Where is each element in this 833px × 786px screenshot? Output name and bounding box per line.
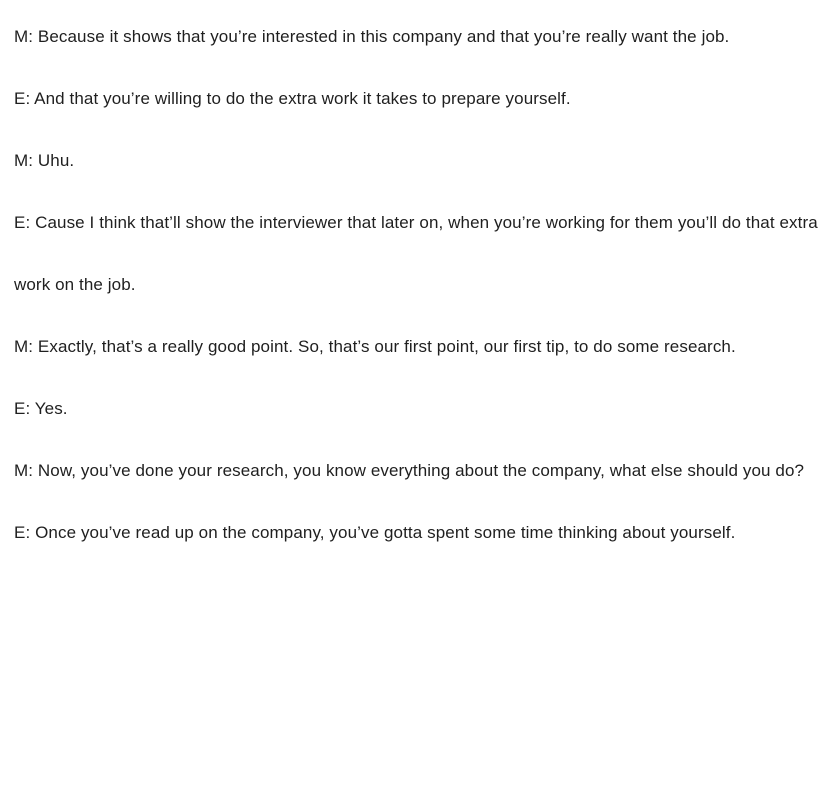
transcript-line: E: Once you’ve read up on the company, you’ve gotta spent some time thinking about yourself. bbox=[14, 523, 736, 542]
transcript-line: M: Now, you’ve done your research, you know everything about the company, what else should you do? bbox=[14, 461, 805, 480]
transcript-line: M: Exactly, that’s a really good point. So, that’s our first point, our first tip, to do some research. bbox=[14, 337, 736, 356]
transcript-line: E: And that you’re willing to do the extra work it takes to prepare yourself. bbox=[14, 89, 571, 108]
transcript-line: M: Uhu. bbox=[14, 151, 75, 170]
transcript-line: M: Because it shows that you’re interested in this company and that you’re really want the job. bbox=[14, 27, 730, 46]
transcript-line: E: Cause I think that’ll show the interviewer that later on, when you’re working for them you’ll do that extra work on the job. bbox=[14, 213, 818, 294]
transcript-line: E: Yes. bbox=[14, 399, 68, 418]
